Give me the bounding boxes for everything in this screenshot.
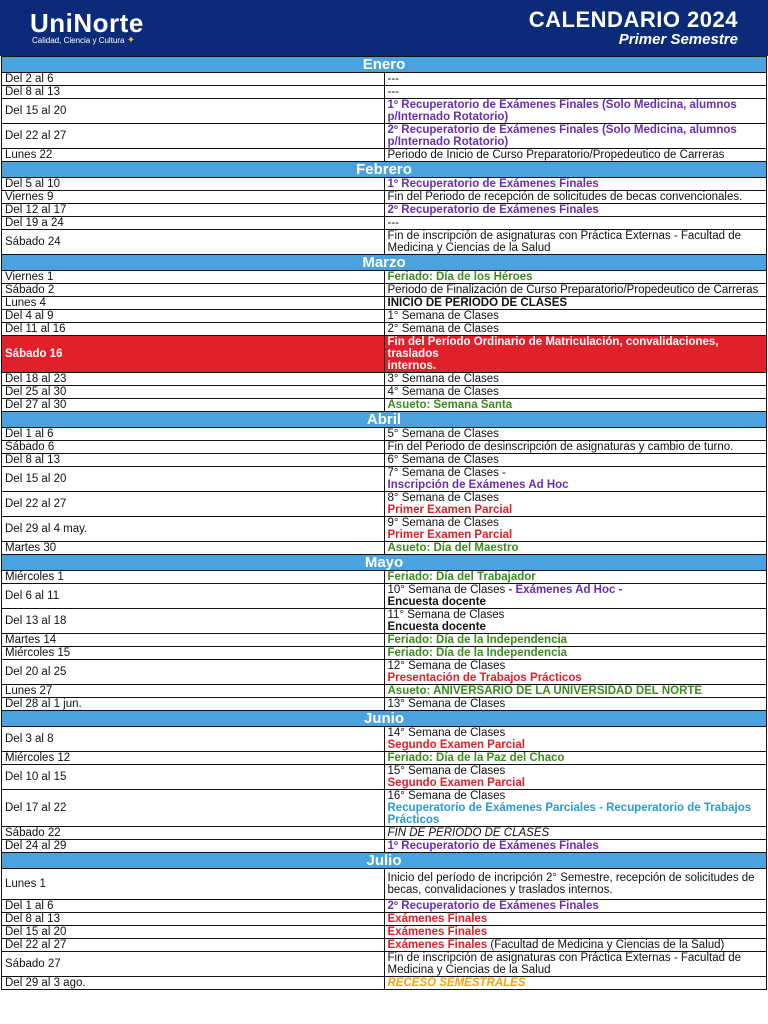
date-cell: Del 3 al 8 — [2, 727, 385, 752]
table-row — [2, 284, 767, 297]
event-text: 15° Semana de Clases — [387, 765, 506, 777]
event-text: Feriado: Día de la Paz del Chaco — [387, 752, 565, 764]
date-cell: Sábado 22 — [2, 827, 385, 840]
table-row — [2, 571, 767, 584]
event-line — [388, 467, 764, 479]
event-line — [388, 647, 764, 659]
event-text: Prácticos — [387, 814, 440, 826]
event-text: 2º Recuperatorio de Exámenes Finales (Solo Medicina, alumnos — [387, 124, 737, 136]
table-row — [2, 73, 767, 86]
event-line — [388, 872, 764, 884]
event-text: p/Internado Rotatorio) — [387, 111, 509, 123]
date-cell: Del 8 al 13 — [2, 913, 385, 926]
event-text: Medicina y Ciencias de la Salud — [387, 242, 551, 254]
event-line — [388, 840, 764, 852]
event-text: Feriado: Día de la Independencia — [387, 647, 568, 659]
event-cell — [384, 698, 767, 711]
event-text: 12° Semana de Clases — [387, 660, 506, 672]
event-line — [388, 596, 764, 608]
logo-tagline: Calidad, Ciencia y Cultura — [32, 36, 125, 45]
event-text: 5° Semana de Clases — [387, 428, 499, 440]
date-cell: Miércoles 1 — [2, 571, 385, 584]
table-row — [2, 454, 767, 467]
table-row — [2, 609, 767, 634]
date-cell: Del 22 al 27 — [2, 124, 385, 149]
event-text: INICIO DE PERÍODO DE CLASES — [387, 297, 568, 309]
event-line — [388, 271, 764, 283]
event-cell — [384, 386, 767, 399]
event-cell — [384, 336, 767, 373]
date-cell: Martes 30 — [2, 542, 385, 555]
event-line — [388, 926, 764, 938]
table-row — [2, 297, 767, 310]
event-cell — [384, 124, 767, 149]
date-cell: Del 1 al 6 — [2, 428, 385, 441]
event-line — [388, 739, 764, 751]
event-cell — [384, 284, 767, 297]
event-line — [388, 952, 764, 964]
event-line — [388, 399, 764, 411]
date-cell: Del 5 al 10 — [2, 178, 385, 191]
table-row — [2, 698, 767, 711]
date-cell: Sábado 27 — [2, 952, 385, 977]
table-row — [2, 900, 767, 913]
event-line — [388, 217, 764, 229]
event-line — [388, 727, 764, 739]
table-row — [2, 542, 767, 555]
month-header-row — [2, 711, 767, 727]
event-cell — [384, 840, 767, 853]
table-row — [2, 191, 767, 204]
table-row — [2, 99, 767, 124]
date-cell: Del 13 al 18 — [2, 609, 385, 634]
table-row — [2, 790, 767, 827]
event-cell — [384, 99, 767, 124]
month-name: Mayo — [2, 555, 767, 571]
event-text: 1º Recuperatorio de Exámenes Finales (Solo Medicina, alumnos — [387, 99, 737, 111]
event-line — [388, 698, 764, 710]
event-line — [388, 634, 764, 646]
event-text: Fin del Periodo de desinscripción de asignaturas y cambio de turno. — [387, 441, 734, 453]
date-cell: Del 1 al 6 — [2, 900, 385, 913]
logo-name: UniNorte — [30, 8, 144, 38]
event-line — [388, 73, 764, 85]
event-line — [388, 336, 764, 360]
table-row — [2, 230, 767, 255]
event-text: Exámenes Finales — [387, 926, 488, 938]
event-line — [388, 297, 764, 309]
month-header-row — [2, 412, 767, 428]
event-text: Inscripción de Exámenes Ad Hoc — [387, 479, 569, 491]
event-line — [388, 373, 764, 385]
event-line — [388, 441, 764, 453]
date-cell: Lunes 27 — [2, 685, 385, 698]
table-row — [2, 827, 767, 840]
event-text: Fin del Período Ordinario de Matriculación, convalidaciones, traslados — [387, 336, 719, 360]
table-row — [2, 840, 767, 853]
event-line — [388, 777, 764, 789]
table-row — [2, 660, 767, 685]
calendar-table — [1, 56, 767, 990]
event-text: Segundo Examen Parcial — [387, 777, 525, 789]
event-line — [388, 86, 764, 98]
event-line — [388, 149, 764, 161]
event-text: 1º Recuperatorio de Exámenes Finales — [387, 840, 599, 852]
event-text: 16° Semana de Clases — [387, 790, 506, 802]
table-row — [2, 952, 767, 977]
event-text: 2º Recuperatorio de Exámenes Finales — [387, 204, 599, 216]
event-cell — [384, 634, 767, 647]
date-cell: Lunes 4 — [2, 297, 385, 310]
event-line — [388, 609, 764, 621]
event-cell — [384, 271, 767, 284]
table-row — [2, 373, 767, 386]
date-cell: Del 22 al 27 — [2, 939, 385, 952]
event-text: 2º Recuperatorio de Exámenes Finales — [387, 900, 599, 912]
event-text: Segundo Examen Parcial — [387, 739, 525, 751]
event-text: 11° Semana de Clases — [387, 609, 505, 621]
event-line — [388, 752, 764, 764]
date-cell: Miércoles 15 — [2, 647, 385, 660]
event-text: Asueto: Día del Maestro — [387, 542, 519, 554]
table-row — [2, 310, 767, 323]
date-cell: Sábado 16 — [2, 336, 385, 373]
month-header-row — [2, 555, 767, 571]
event-text: Feriado: Día de la Independencia — [387, 634, 568, 646]
table-row — [2, 441, 767, 454]
event-line — [388, 977, 764, 989]
event-cell — [384, 399, 767, 412]
date-cell: Del 15 al 20 — [2, 467, 385, 492]
event-line — [388, 191, 764, 203]
table-row — [2, 86, 767, 99]
event-cell — [384, 204, 767, 217]
event-line — [388, 685, 764, 697]
event-text: 8° Semana de Clases — [387, 492, 499, 504]
event-cell — [384, 230, 767, 255]
date-cell: Del 15 al 20 — [2, 99, 385, 124]
event-line — [388, 492, 764, 504]
event-line — [388, 660, 764, 672]
date-cell: Del 29 al 3 ago. — [2, 977, 385, 990]
table-row — [2, 584, 767, 609]
event-text: Fin de inscripción de asignaturas con Práctica Externas - Facultad de — [387, 230, 741, 242]
event-cell — [384, 323, 767, 336]
event-cell — [384, 790, 767, 827]
event-line — [388, 111, 764, 123]
event-line — [388, 178, 764, 190]
event-line — [388, 230, 764, 242]
month-name: Enero — [2, 57, 767, 73]
event-cell — [384, 685, 767, 698]
month-header-row — [2, 57, 767, 73]
date-cell: Del 8 al 13 — [2, 86, 385, 99]
event-text: Asueto: ANIVERSARIO DE LA UNIVERSIDAD DEL NORTE — [387, 685, 703, 697]
date-cell: Sábado 6 — [2, 441, 385, 454]
event-line — [388, 765, 764, 777]
date-cell: Sábado 2 — [2, 284, 385, 297]
event-cell — [384, 869, 767, 900]
event-cell — [384, 571, 767, 584]
date-cell: Del 15 al 20 — [2, 926, 385, 939]
event-text: becas, convalidaciones y traslados internos. — [387, 884, 613, 896]
table-row — [2, 727, 767, 752]
table-row — [2, 178, 767, 191]
event-cell — [384, 191, 767, 204]
unorte-logo — [30, 10, 144, 46]
event-cell — [384, 660, 767, 685]
table-row — [2, 634, 767, 647]
event-text: 13° Semana de Clases — [387, 698, 506, 710]
event-line — [388, 621, 764, 633]
event-text: FIN DE PERIODO DE CLASES — [387, 827, 550, 839]
event-line — [388, 672, 764, 684]
event-cell — [384, 752, 767, 765]
event-cell — [384, 73, 767, 86]
event-text: Asueto: Semana Santa — [387, 399, 513, 411]
table-row — [2, 913, 767, 926]
event-cell — [384, 827, 767, 840]
event-line — [388, 454, 764, 466]
event-text: 10° Semana de Clases — [387, 584, 509, 596]
event-line — [388, 284, 764, 296]
event-line — [388, 542, 764, 554]
event-text: internos. — [387, 360, 437, 372]
event-text: Primer Examen Parcial — [387, 504, 513, 516]
table-row — [2, 204, 767, 217]
event-cell — [384, 297, 767, 310]
table-row — [2, 869, 767, 900]
table-row — [2, 428, 767, 441]
event-text: Feriado: Día de los Héroes — [387, 271, 533, 283]
event-cell — [384, 900, 767, 913]
event-text: 9° Semana de Clases — [387, 517, 499, 529]
month-name: Julio — [2, 853, 767, 869]
event-line — [388, 571, 764, 583]
date-cell: Del 20 al 25 — [2, 660, 385, 685]
date-cell: Sábado 24 — [2, 230, 385, 255]
table-row — [2, 492, 767, 517]
month-name: Junio — [2, 711, 767, 727]
event-cell — [384, 647, 767, 660]
event-cell — [384, 727, 767, 752]
title-block — [529, 8, 738, 48]
event-line — [388, 204, 764, 216]
month-name: Marzo — [2, 255, 767, 271]
month-name: Febrero — [2, 162, 767, 178]
event-line — [388, 900, 764, 912]
table-row — [2, 271, 767, 284]
event-text: 7° Semana de Clases - — [387, 467, 506, 479]
date-cell: Del 6 al 11 — [2, 584, 385, 609]
table-row — [2, 386, 767, 399]
event-line — [388, 814, 764, 826]
event-text: Medicina y Ciencias de la Salud — [387, 964, 551, 976]
month-header-row — [2, 255, 767, 271]
event-text: 6° Semana de Clases — [387, 454, 499, 466]
month-header-row — [2, 853, 767, 869]
event-text: Recuperatorio de Exámenes Parciales - Recuperatorio de Trabajos — [387, 802, 752, 814]
event-line — [388, 504, 764, 516]
event-cell — [384, 373, 767, 386]
table-row — [2, 752, 767, 765]
date-cell: Del 27 al 30 — [2, 399, 385, 412]
date-cell: Del 19 a 24 — [2, 217, 385, 230]
date-cell: Del 24 al 29 — [2, 840, 385, 853]
event-line — [388, 802, 764, 814]
event-text: --- — [387, 73, 399, 85]
table-row — [2, 685, 767, 698]
event-cell — [384, 926, 767, 939]
event-text: Feriado: Día del Trabajador — [387, 571, 536, 583]
event-line — [388, 529, 764, 541]
date-cell: Del 4 al 9 — [2, 310, 385, 323]
event-line — [388, 310, 764, 322]
event-text: 4° Semana de Clases — [387, 386, 499, 398]
table-row — [2, 149, 767, 162]
table-row — [2, 647, 767, 660]
date-cell: Del 28 al 1 jun. — [2, 698, 385, 711]
table-row — [2, 336, 767, 373]
date-cell: Del 10 al 15 — [2, 765, 385, 790]
event-line — [388, 242, 764, 254]
event-cell — [384, 467, 767, 492]
event-cell — [384, 149, 767, 162]
event-cell — [384, 517, 767, 542]
table-row — [2, 399, 767, 412]
date-cell: Del 11 al 16 — [2, 323, 385, 336]
event-cell — [384, 977, 767, 990]
event-text: --- — [387, 86, 399, 98]
event-text: 2° Semana de Clases — [387, 323, 499, 335]
date-cell: Viernes 9 — [2, 191, 385, 204]
event-text: 1º Recuperatorio de Exámenes Finales — [387, 178, 599, 190]
event-text: Exámenes Finales — [387, 939, 488, 951]
table-row — [2, 939, 767, 952]
event-line — [388, 136, 764, 148]
date-cell: Miércoles 12 — [2, 752, 385, 765]
event-text: - Exámenes Ad Hoc - — [508, 584, 623, 596]
event-text: RECESO SEMESTRALES — [387, 977, 526, 989]
table-row — [2, 323, 767, 336]
event-cell — [384, 609, 767, 634]
event-cell — [384, 939, 767, 952]
table-row — [2, 926, 767, 939]
event-line — [388, 479, 764, 491]
date-cell: Del 18 al 23 — [2, 373, 385, 386]
calendar-header — [0, 0, 768, 56]
table-row — [2, 517, 767, 542]
event-cell — [384, 454, 767, 467]
event-text: Fin de inscripción de asignaturas con Práctica Externas - Facultad de — [387, 952, 741, 964]
month-header-row — [2, 162, 767, 178]
date-cell: Del 29 al 4 may. — [2, 517, 385, 542]
date-cell: Lunes 1 — [2, 869, 385, 900]
event-cell — [384, 441, 767, 454]
event-text: 1° Semana de Clases — [387, 310, 499, 322]
event-line — [388, 323, 764, 335]
event-text: 3° Semana de Clases — [387, 373, 499, 385]
date-cell: Del 22 al 27 — [2, 492, 385, 517]
event-line — [388, 884, 764, 896]
event-text: Presentación de Trabajos Prácticos — [387, 672, 582, 684]
event-line — [388, 124, 764, 136]
date-cell: Del 12 al 17 — [2, 204, 385, 217]
event-text: (Facultad de Medicina y Ciencias de la Salud) — [487, 939, 725, 951]
event-line — [388, 428, 764, 440]
table-row — [2, 124, 767, 149]
event-line — [388, 386, 764, 398]
event-text: Encuesta docente — [387, 596, 486, 608]
event-line — [388, 913, 764, 925]
table-row — [2, 467, 767, 492]
event-cell — [384, 584, 767, 609]
date-cell: Martes 14 — [2, 634, 385, 647]
date-cell: Del 8 al 13 — [2, 454, 385, 467]
event-cell — [384, 952, 767, 977]
table-row — [2, 977, 767, 990]
event-line — [388, 790, 764, 802]
table-row — [2, 217, 767, 230]
event-text: Encuesta docente — [387, 621, 486, 633]
date-cell: Del 17 al 22 — [2, 790, 385, 827]
event-text: Fin del Periodo de recepción de solicitudes de becas convencionales. — [387, 191, 743, 203]
event-text: Periodo de Finalización de Curso Preparatorio/Propedeutico de Carreras — [387, 284, 759, 296]
event-cell — [384, 86, 767, 99]
month-name: Abril — [2, 412, 767, 428]
event-cell — [384, 492, 767, 517]
event-text: 14° Semana de Clases — [387, 727, 506, 739]
event-line — [388, 584, 764, 596]
event-cell — [384, 542, 767, 555]
event-text: --- — [387, 217, 399, 229]
event-cell — [384, 178, 767, 191]
event-text: p/Internado Rotatorio) — [387, 136, 509, 148]
event-text: Primer Examen Parcial — [387, 529, 513, 541]
date-cell: Del 2 al 6 — [2, 73, 385, 86]
calendar-title: CALENDARIO 2024 — [528, 7, 738, 32]
event-line — [388, 939, 764, 951]
calendar-subtitle: Primer Semestre — [618, 31, 738, 48]
event-cell — [384, 913, 767, 926]
table-row — [2, 765, 767, 790]
event-line — [388, 517, 764, 529]
event-cell — [384, 310, 767, 323]
event-line — [388, 827, 764, 839]
event-line — [388, 99, 764, 111]
date-cell: Del 25 al 30 — [2, 386, 385, 399]
date-cell: Viernes 1 — [2, 271, 385, 284]
date-cell: Lunes 22 — [2, 149, 385, 162]
event-cell — [384, 765, 767, 790]
event-cell — [384, 217, 767, 230]
event-text: Periodo de Inicio de Curso Preparatorio/Propedeutico de Carreras — [387, 149, 725, 161]
event-line — [388, 964, 764, 976]
event-text: Exámenes Finales — [387, 913, 488, 925]
event-text: Inicio del período de incripción 2° Semestre, recepción de solicitudes de — [387, 872, 755, 884]
event-cell — [384, 428, 767, 441]
event-line — [388, 360, 764, 372]
star-icon: ✦ — [126, 35, 136, 46]
